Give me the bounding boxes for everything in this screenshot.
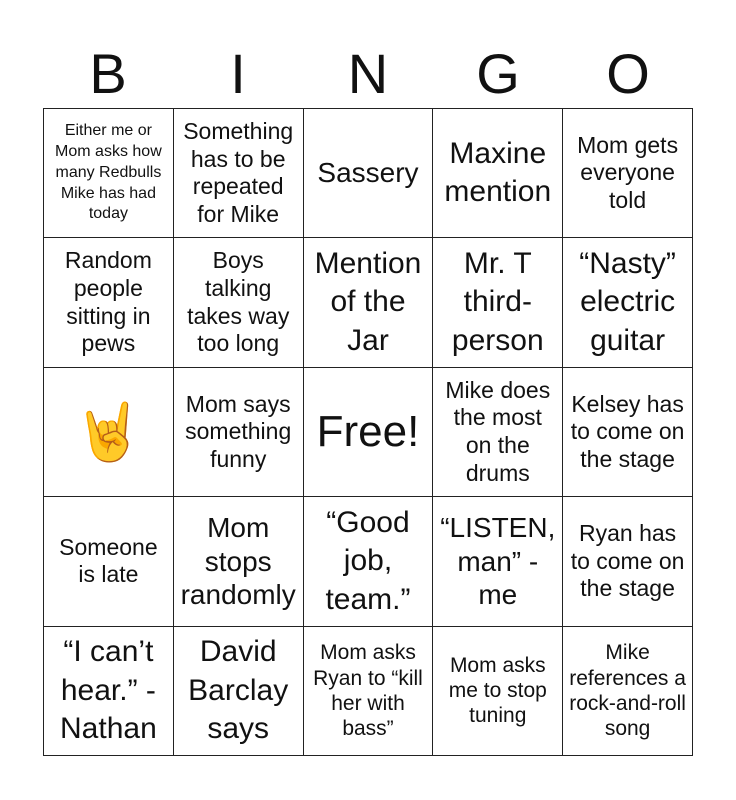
cell-text: Mom asks me to stop tuning [448,654,547,728]
cell-text: Mr. T third-person [451,247,544,357]
bingo-cell[interactable] [433,109,563,238]
bingo-cell[interactable] [44,627,174,756]
bingo-cell[interactable] [304,109,434,238]
cell-text: Mom stops randomly [180,512,296,611]
free-space-text: Free! [316,406,420,456]
cell-text: “I can’t hear.” -Nathan [60,635,157,745]
header-letter-b: B [89,42,127,105]
cell-text: Sassery [317,157,419,189]
bingo-cell[interactable] [563,368,693,497]
cell-text: Maxine mention [444,136,552,209]
cell-text: Something has to be repeated for Mike [183,118,294,227]
bingo-cell[interactable] [433,238,563,367]
bingo-cell[interactable] [174,368,304,497]
bingo-cell[interactable] [44,497,174,626]
cell-text: Mike does the most on the drums [445,376,551,486]
bingo-cell[interactable] [44,109,174,238]
cell-text: Someone is late [59,533,158,588]
cell-text: Boys talking takes way too long [187,247,290,357]
header-letter-i: I [230,42,246,105]
cell-text: Mom asks Ryan to “kill her with bass” [313,641,423,740]
bingo-free-space[interactable] [304,368,434,497]
bingo-cell[interactable] [433,497,563,626]
bingo-cell[interactable] [304,497,434,626]
cell-text: Ryan has to come on the stage [570,520,685,602]
bingo-cell[interactable] [563,627,693,756]
bingo-cell[interactable] [304,627,434,756]
cell-text: Either me or Mom asks how many Redbulls Mike has had today [55,122,162,223]
cell-text: Kelsey has to come on the stage [570,390,685,472]
cell-text: “Good job, team.” [325,505,411,616]
bingo-card-grid [43,108,693,756]
header-letter-o: O [606,42,650,105]
bingo-cell[interactable] [433,368,563,497]
bingo-cell[interactable] [563,238,693,367]
bingo-cell[interactable] [44,238,174,367]
bingo-cell[interactable] [174,497,304,626]
bingo-cell[interactable] [174,238,304,367]
cell-text: Mention of the Jar [314,247,422,357]
cell-text: “LISTEN, man” -me [440,512,556,611]
bingo-cell[interactable] [433,627,563,756]
bingo-cell[interactable] [563,109,693,238]
bingo-cell[interactable] [174,627,304,756]
cell-text: “Nasty” electric guitar [579,247,676,357]
cell-text: Random people sitting in pews [64,247,152,357]
cell-text: Mom says something funny [185,390,292,472]
bingo-header [43,40,693,108]
cell-text: David Barclay says [188,635,289,745]
bingo-cell[interactable] [174,109,304,238]
cell-text: Mike references a rock-and-roll song [569,641,686,740]
header-letter-n: N [347,42,389,105]
cell-text: Mom gets everyone told [577,131,679,213]
header-letter-g: G [476,42,520,105]
bingo-cell[interactable] [563,497,693,626]
bingo-cell[interactable] [304,238,434,367]
rock-hand-icon: 🤘 [73,399,144,463]
bingo-cell[interactable] [44,368,174,497]
